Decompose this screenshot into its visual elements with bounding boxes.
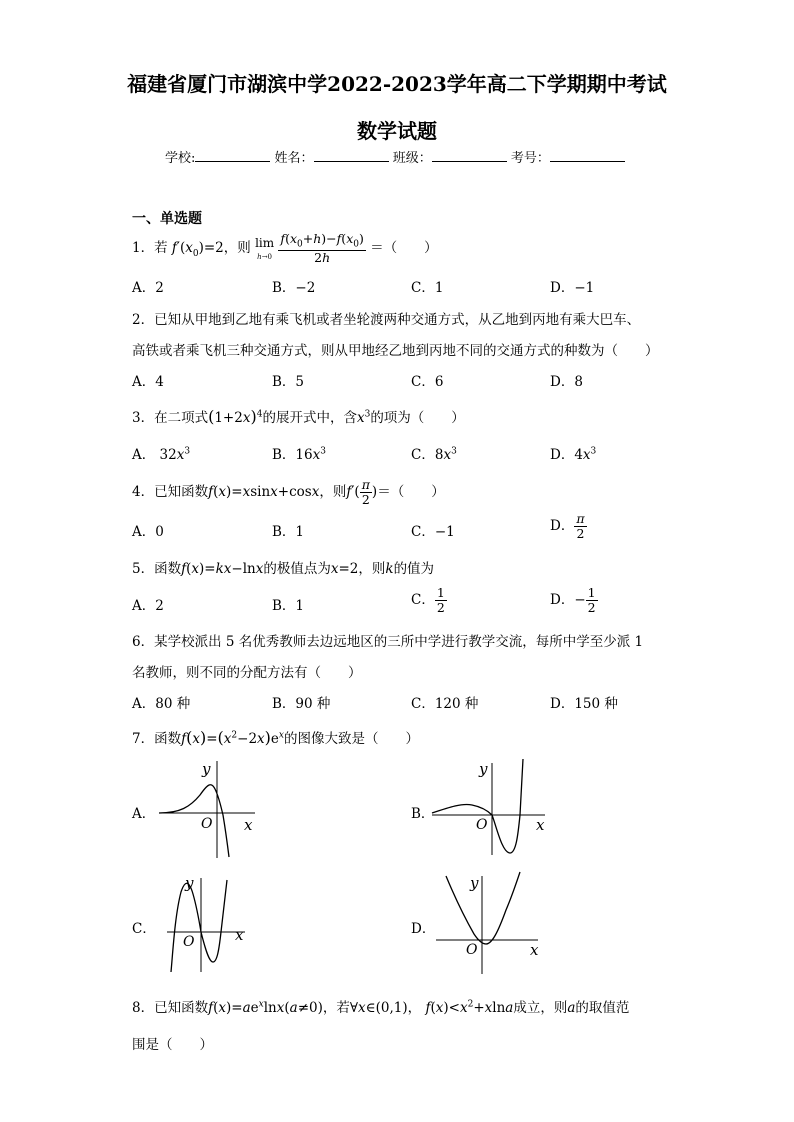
q4-option-b[interactable]: B．1 bbox=[272, 524, 305, 540]
question-6-line1: 6．某学校派出 5 名优秀教师去边远地区的三所中学进行教学交流，每所中学至少派 1 bbox=[132, 634, 644, 650]
question-6-line2: 名教师，则不同的分配方法有（ ） bbox=[132, 665, 362, 681]
class-blank[interactable] bbox=[432, 147, 507, 162]
x-label: x bbox=[235, 926, 244, 944]
q7-option-a-label[interactable]: A． bbox=[132, 806, 156, 822]
q7-option-b-label[interactable]: B． bbox=[411, 806, 435, 822]
q2-option-c[interactable]: C．6 bbox=[411, 374, 444, 390]
id-blank[interactable] bbox=[550, 147, 625, 162]
q3-option-a[interactable]: A． $32x^3$ bbox=[132, 446, 191, 463]
question-7: 7．函数$f(x)=(x^2-2x)e^x$的图像大致是（ ） bbox=[132, 728, 419, 747]
q7-option-d-label[interactable]: D． bbox=[411, 921, 436, 937]
y-label: y bbox=[479, 760, 488, 778]
origin-label: O bbox=[466, 942, 478, 958]
exam-title: 福建省厦门市湖滨中学2022-2023学年高二下学期期中考试 bbox=[127, 72, 667, 96]
origin-label: O bbox=[183, 934, 195, 950]
q2-option-b[interactable]: B．5 bbox=[272, 374, 305, 390]
q5-option-c[interactable]: C． $\frac{1}{2}$ bbox=[411, 585, 445, 615]
q7-graph-a[interactable] bbox=[155, 755, 265, 860]
q7-graph-c[interactable] bbox=[165, 870, 255, 975]
q3-option-b[interactable]: B．$16x^3$ bbox=[272, 446, 326, 463]
y-label: y bbox=[185, 874, 194, 892]
q4-option-d[interactable]: D． $\frac{\pi}{2}$ bbox=[550, 511, 585, 541]
q6-option-b[interactable]: B．90 种 bbox=[272, 696, 331, 712]
curve bbox=[159, 785, 229, 857]
q1-option-c[interactable]: C．1 bbox=[411, 280, 444, 296]
q4-option-a[interactable]: A．0 bbox=[132, 524, 164, 540]
y-label: y bbox=[470, 874, 479, 892]
q7-graph-b[interactable] bbox=[430, 755, 550, 860]
x-label: x bbox=[530, 941, 539, 959]
school-label: 学校: bbox=[165, 151, 196, 166]
q7-graph-d[interactable] bbox=[432, 870, 547, 975]
exam-subtitle: 数学试题 bbox=[357, 119, 437, 143]
q5-option-d[interactable]: D．− $\frac{1}{2}$ bbox=[550, 585, 596, 615]
q4-option-c[interactable]: C．−1 bbox=[411, 524, 455, 540]
curve bbox=[171, 880, 227, 972]
question-2-line1: 2．已知从甲地到乙地有乘飞机或者坐轮渡两种交通方式，从乙地到丙地有乘大巴车、 bbox=[132, 312, 641, 328]
y-label: y bbox=[202, 760, 211, 778]
q5-option-a[interactable]: A．2 bbox=[132, 598, 164, 614]
curve bbox=[446, 872, 520, 944]
q5-option-b[interactable]: B．1 bbox=[272, 598, 305, 614]
section-heading: 一、单选题 bbox=[132, 211, 202, 227]
id-label: 考号： bbox=[510, 151, 550, 166]
q6-option-a[interactable]: A．80 种 bbox=[132, 696, 191, 712]
q1-option-d[interactable]: D．−1 bbox=[550, 280, 595, 296]
x-label: x bbox=[244, 816, 253, 834]
student-info-line bbox=[165, 147, 625, 166]
school-blank[interactable] bbox=[195, 147, 270, 162]
q7-option-c-label[interactable]: C． bbox=[132, 921, 156, 937]
q1-option-a[interactable]: A．2 bbox=[132, 280, 164, 296]
x-label: x bbox=[536, 816, 545, 834]
origin-label: O bbox=[476, 817, 488, 833]
q3-option-c[interactable]: C．$8x^3$ bbox=[411, 446, 457, 463]
q2-option-d[interactable]: D．8 bbox=[550, 374, 583, 390]
question-4: 4．已知函数f(x)=xsinx+cosx，则f′( $\frac{\pi}{2}$ )＝（ ） bbox=[132, 477, 445, 507]
q1-option-b[interactable]: B．−2 bbox=[272, 280, 316, 296]
origin-label: O bbox=[201, 816, 213, 832]
curve bbox=[432, 759, 523, 853]
question-1: 1．若 $f'(x_0)=2$，则 lim h→0 $\frac{f(x_0+h)-f(x_0)}{2h}$ ＝（ ） bbox=[132, 231, 438, 266]
question-8-line1: 8．已知函数$f(x)=ae^x\ln x(a\ne 0)$，若∀x∈(0,1)， $f(x)<x^2+xlna$成立，则a的取值范 bbox=[132, 999, 630, 1016]
name-blank[interactable] bbox=[314, 147, 389, 162]
question-5: 5．函数f(x)=kx−lnx的极值点为x=2，则k的值为 bbox=[132, 561, 435, 577]
q6-option-c[interactable]: C．120 种 bbox=[411, 696, 479, 712]
q2-option-a[interactable]: A．4 bbox=[132, 374, 164, 390]
class-label: 班级： bbox=[392, 151, 432, 166]
name-label: 姓名： bbox=[274, 151, 314, 166]
q3-option-d[interactable]: D．$4x^3$ bbox=[550, 446, 597, 463]
question-2-line2: 高铁或者乘飞机三种交通方式，则从甲地经乙地到丙地不同的交通方式的种数为（ ） bbox=[132, 343, 659, 359]
q6-option-d[interactable]: D．150 种 bbox=[550, 696, 618, 712]
question-8-line2: 围是（ ） bbox=[132, 1037, 213, 1053]
question-3: 3．在二项式$(1+2x)^4$的展开式中，含$x^3$的项为（ ） bbox=[132, 407, 465, 426]
